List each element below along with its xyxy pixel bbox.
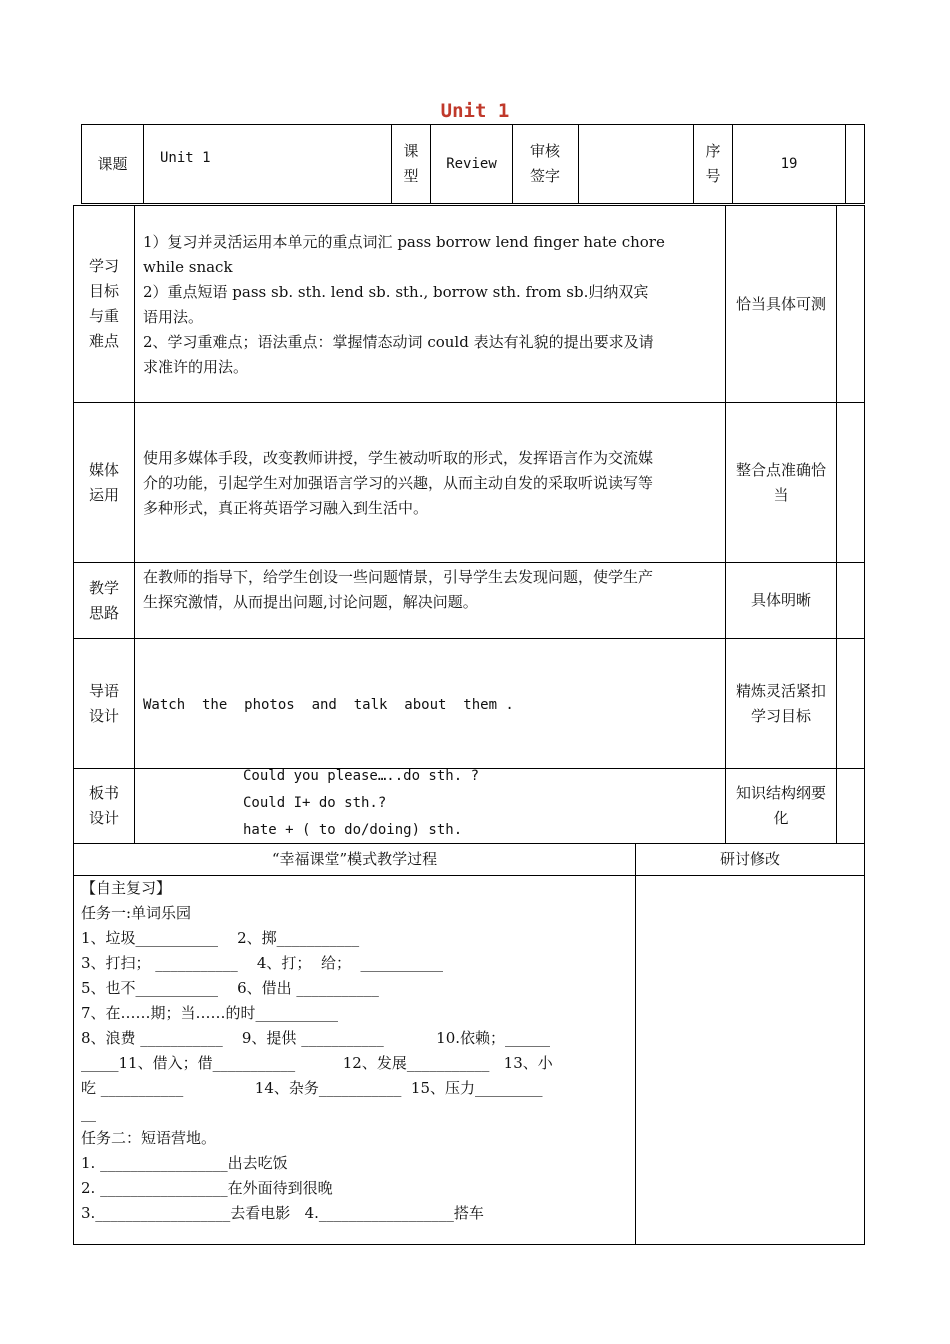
exercise-line: 2. _________________在外面待到很晚 [81, 1179, 333, 1197]
row-media-label: 媒体运用 [88, 460, 119, 504]
exercise-line: _____11、借入；借___________ 12、发展___________ 13、小 [81, 1054, 553, 1072]
text-line: 使用多媒体手段，改变教师讲授，学生被动听取的形式，发挥语言作为交流媒 [143, 449, 654, 467]
exercise-line: 吃 ___________ 14、杂务___________ 15、压力_________ [81, 1079, 543, 1097]
text-line: 语用法。 [143, 308, 204, 326]
row-goals-note: 恰当具体可测 [736, 294, 827, 313]
text-line: hate + ( to do/doing) sth. [243, 822, 463, 838]
text-line: 生探究激情，从而提出问题,讨论问题，解决问题。 [143, 593, 478, 611]
row-approach-content [143, 565, 721, 615]
row-approach-note: 具体明晰 [750, 591, 811, 609]
text-line: Could I+ do sth.? [243, 795, 387, 811]
row-approach-label: 教学思路 [88, 578, 119, 622]
review-signature [579, 125, 693, 203]
topic-label: 课题 [97, 154, 128, 173]
row-goals-label: 学习目标与重难点 [88, 257, 119, 350]
row-intro-note: 精炼灵活紧扣学习目标 [736, 681, 827, 725]
section-heading: 【自主复习】 [81, 879, 172, 897]
row-media-note: 整合点准确恰当 [736, 460, 827, 504]
text-line: 多种形式，真正将英语学习融入到生活中。 [143, 499, 429, 517]
row-media-content [143, 446, 721, 521]
row-intro-label: 导语设计 [88, 681, 119, 725]
text-line: Could you please…..do sth. ? [243, 768, 480, 784]
text-line: 介的功能，引起学生对加强语言学习的兴趣，从而主动自发的采取听说读写等 [143, 474, 654, 492]
exercise-line: 1、垃圾___________ 2、掷___________ [81, 929, 360, 947]
text-line: 2）重点短语 pass sb. sth. lend sb. sth., borrow sth. from sb.归纳双宾 [143, 283, 649, 301]
text-line: 2、学习重难点；语法重点：掌握情态动词 could 表达有礼貌的提出要求及请 [143, 333, 654, 351]
topic-value: Unit 1 [160, 150, 211, 166]
row-goals-content [143, 230, 721, 380]
seq-value: 19 [780, 155, 798, 172]
text-line: 在教师的指导下，给学生创设一些问题情景，引导学生去发现问题，使学生产 [143, 568, 654, 586]
row-board-note: 知识结构纲要化 [736, 784, 827, 827]
text-line: 1）复习并灵活运用本单元的重点词汇 pass borrow lend finger hate chore [143, 233, 665, 251]
exercise-line: 8、浪费 ___________ 9、提供 ___________ 10.依赖；______ [81, 1029, 550, 1047]
task-heading: 任务二：短语营地。 [81, 1129, 217, 1147]
type-value: Review [446, 155, 497, 172]
review-label: 审核签字 [529, 142, 560, 185]
page-title: Unit 1 [440, 100, 510, 122]
row-board-content [243, 763, 713, 844]
type-label: 课型 [403, 142, 419, 185]
task-heading: 任务一:单词乐园 [81, 904, 192, 922]
exercise-line: 7、在……期；当……的时___________ [81, 1004, 339, 1022]
seq-label: 序号 [705, 142, 721, 185]
exercise-line: 1. _________________出去吃饭 [81, 1154, 288, 1172]
row-board-label: 板书设计 [88, 784, 119, 827]
row-intro-content: Watch the photos and talk about them . [143, 697, 514, 713]
process-header: “幸福课堂”模式教学过程 [271, 850, 438, 868]
revision-header: 研讨修改 [719, 850, 780, 868]
text-line: 求准许的用法。 [143, 358, 249, 376]
process-content [81, 876, 631, 1226]
text-line: while snack [143, 258, 233, 276]
exercise-line: 3、打扫； ___________ 4、打； 给； ___________ [81, 954, 444, 972]
exercise-line: __ [81, 1104, 96, 1122]
exercise-line: 5、也不___________ 6、借出 ___________ [81, 979, 379, 997]
exercise-line: 3.__________________去看电影 4.__________________搭车 [81, 1204, 484, 1222]
